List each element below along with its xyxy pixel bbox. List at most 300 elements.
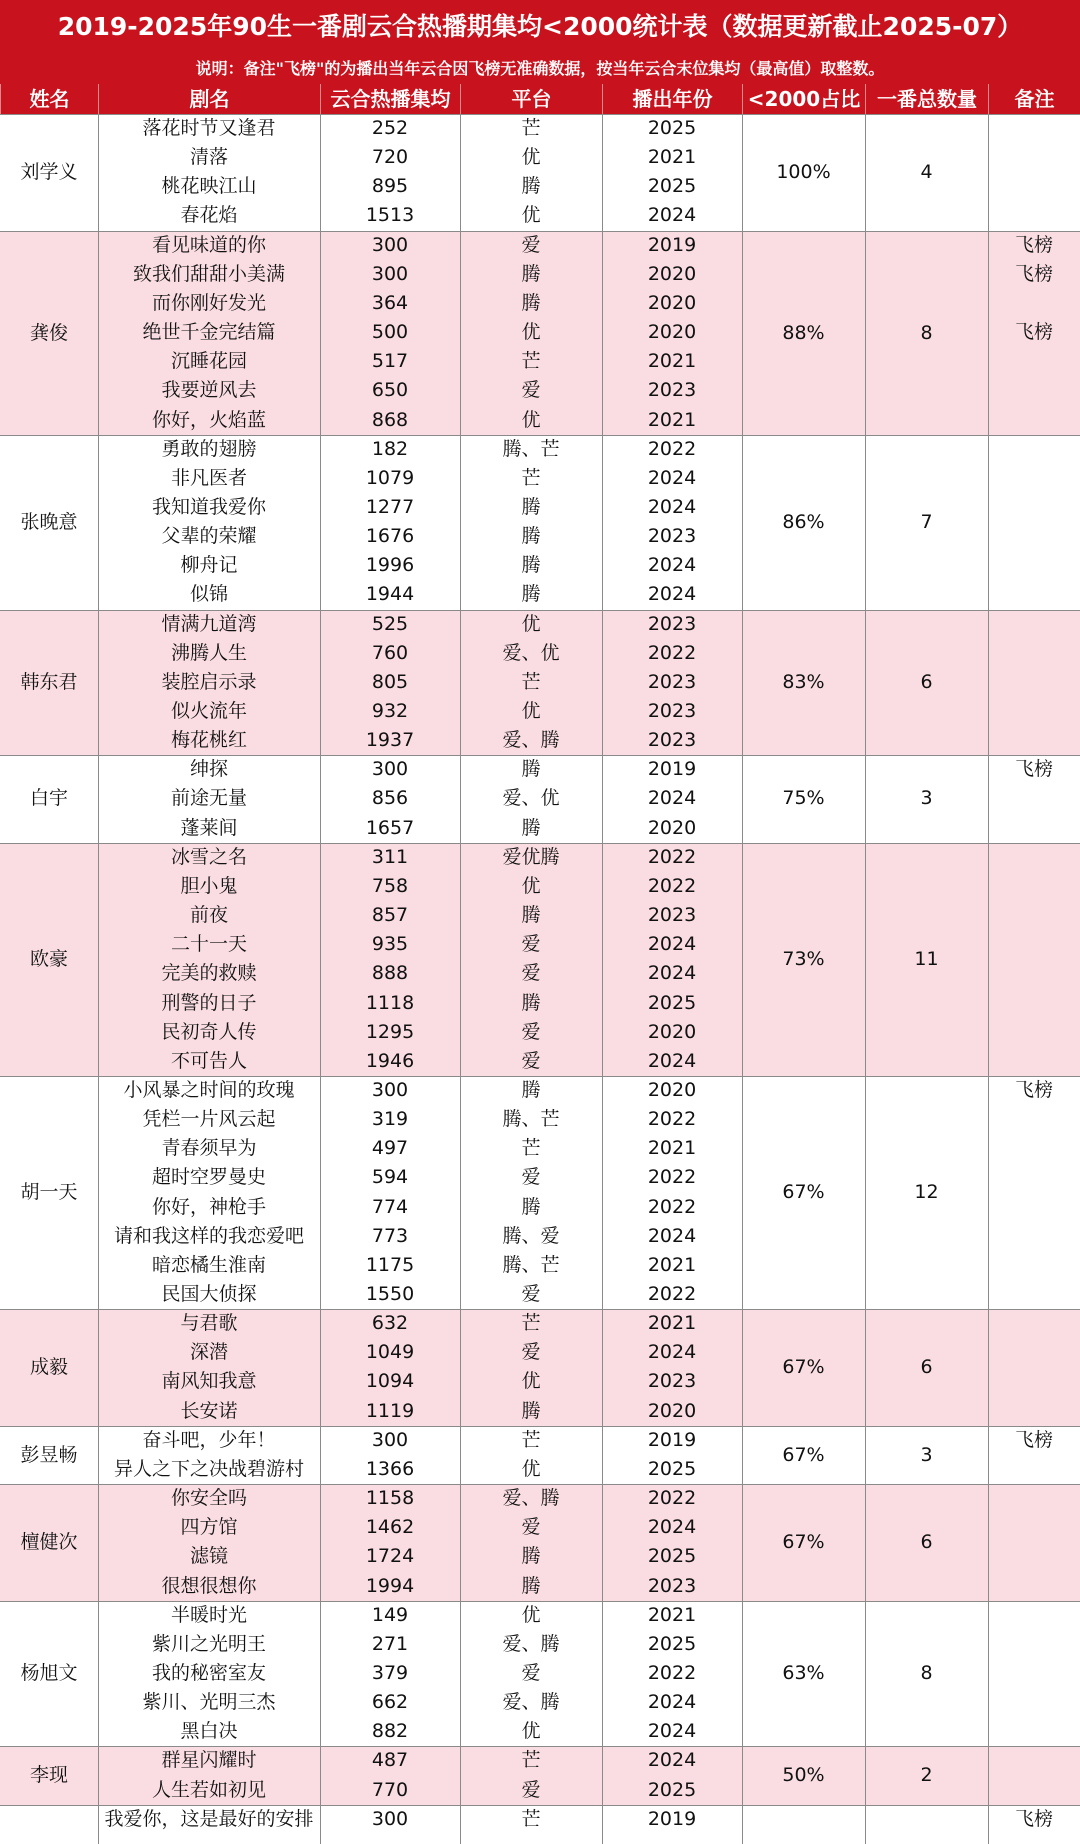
avg-value: 1049	[365, 1341, 415, 1364]
remark	[988, 1222, 1080, 1251]
platform: 爱	[521, 1661, 541, 1684]
avg-value: 1513	[365, 204, 415, 227]
avg-value: 1994	[365, 1574, 415, 1597]
air-year: 2021	[647, 1603, 697, 1626]
drama-title: 民国大侦探	[161, 1283, 257, 1305]
platform: 腾	[521, 904, 541, 927]
platform: 腾	[521, 1399, 541, 1422]
actor-name	[0, 1805, 98, 1834]
remark	[988, 1018, 1080, 1047]
avg-value: 517	[371, 350, 409, 373]
platform: 爱	[521, 933, 541, 956]
avg-value: 1175	[365, 1253, 415, 1276]
remark: 飞榜	[1014, 321, 1053, 344]
drama-title: 民初奇人传	[161, 1020, 257, 1043]
drama-title: 清落	[189, 146, 228, 169]
avg-value: 319	[371, 1108, 409, 1131]
air-year: 2025	[647, 1778, 697, 1801]
under-2000-ratio: 75%	[782, 787, 825, 810]
avg-value: 182	[371, 437, 409, 460]
air-year: 2020	[647, 321, 697, 344]
remark	[988, 697, 1080, 726]
remark	[988, 668, 1080, 697]
avg-value: 1676	[365, 525, 415, 548]
drama-title: 桃花映江山	[161, 175, 257, 198]
drama-title: 四方馆	[180, 1516, 238, 1539]
platform: 芒	[521, 1428, 541, 1451]
avg-value: 300	[371, 758, 409, 781]
drama-title: 我知道我爱你	[151, 495, 266, 518]
air-year: 2024	[647, 554, 697, 577]
avg-value: 857	[371, 904, 409, 927]
remark	[988, 959, 1080, 988]
remark	[988, 580, 1080, 609]
platform: 爱	[521, 962, 541, 985]
air-year: 2023	[647, 729, 697, 752]
remark	[988, 1251, 1080, 1280]
avg-value: 300	[371, 262, 409, 285]
platform: 芒	[521, 1137, 541, 1160]
platform: 腾	[521, 1574, 541, 1597]
remark	[988, 1309, 1080, 1338]
drama-title: 胆小鬼	[180, 874, 238, 897]
air-year: 2021	[647, 350, 697, 373]
drama-title: 装腔启示录	[161, 670, 257, 693]
lead-role-count: 6	[920, 1356, 933, 1379]
platform: 腾	[521, 554, 541, 577]
column-divider	[602, 114, 603, 1844]
drama-title: 似锦	[189, 583, 228, 606]
platform: 腾	[521, 262, 541, 285]
platform: 爱优腾	[502, 845, 560, 868]
air-year: 2024	[647, 495, 697, 518]
platform: 优	[521, 612, 541, 635]
platform: 腾	[521, 816, 541, 839]
lead-role-count: 4	[920, 161, 933, 183]
platform: 芒	[521, 670, 541, 693]
platform: 腾	[521, 291, 541, 314]
drama-title: 父辈的荣耀	[161, 525, 257, 548]
air-year: 2023	[647, 1370, 697, 1393]
avg-value: 149	[371, 1603, 409, 1626]
remark	[988, 201, 1080, 230]
under-2000-ratio: 86%	[782, 510, 825, 533]
remark	[988, 435, 1080, 464]
air-year: 2020	[647, 1399, 697, 1422]
platform: 优	[521, 321, 541, 344]
drama-title: 二十一天	[170, 933, 247, 956]
air-year: 2022	[647, 874, 697, 897]
platform: 优	[521, 146, 541, 169]
remark	[988, 522, 1080, 551]
platform: 腾	[521, 1195, 541, 1218]
drama-title: 青春须早为	[161, 1137, 257, 1160]
drama-title: 我爱你，这是最好的安排	[104, 1807, 314, 1830]
platform: 爱、腾	[502, 1691, 560, 1714]
remark	[988, 1163, 1080, 1192]
lead-role-count: 2	[920, 1764, 933, 1787]
remark	[988, 1513, 1080, 1542]
platform: 爱	[521, 1341, 541, 1364]
air-year: 2019	[647, 1428, 697, 1451]
avg-value: 770	[371, 1778, 409, 1801]
platform: 优	[521, 700, 541, 722]
air-year: 2019	[647, 1807, 697, 1830]
drama-title: 非凡医者	[170, 466, 247, 489]
remark	[988, 1455, 1080, 1484]
avg-value: 882	[371, 1720, 409, 1743]
remark	[988, 376, 1080, 405]
remark	[988, 406, 1080, 435]
avg-value: 300	[371, 1428, 409, 1451]
drama-title: 春花焰	[180, 204, 238, 227]
remark	[988, 814, 1080, 843]
drama-title: 绝世千金完结篇	[142, 321, 276, 344]
under-2000-ratio	[742, 1805, 865, 1834]
air-year: 2024	[647, 787, 697, 810]
actor-name: 欧豪	[29, 947, 68, 970]
air-year: 2022	[647, 1166, 697, 1189]
air-year: 2025	[647, 1632, 697, 1655]
air-year: 2024	[647, 933, 697, 956]
air-year: 2024	[647, 962, 697, 985]
air-year: 2024	[647, 1720, 697, 1743]
platform: 优	[521, 408, 541, 431]
drama-title: 半暖时光	[170, 1603, 247, 1626]
air-year: 2023	[647, 1574, 697, 1597]
drama-title: 情满九道湾	[161, 612, 257, 635]
actor-name: 韩东君	[20, 670, 78, 693]
platform: 腾、芒	[502, 1108, 560, 1131]
remark	[988, 1601, 1080, 1630]
avg-value: 1937	[365, 729, 415, 752]
actor-name: 白宇	[29, 787, 68, 810]
actor-name: 刘学义	[20, 161, 78, 183]
drama-title: 蓬莱间	[180, 816, 238, 839]
column-divider	[98, 114, 99, 1844]
air-year: 2024	[647, 1516, 697, 1539]
air-year: 2023	[647, 700, 697, 722]
remark	[988, 493, 1080, 522]
platform: 腾	[521, 1545, 541, 1568]
actor-name: 彭昱畅	[20, 1443, 78, 1466]
air-year: 2024	[647, 1224, 697, 1247]
remark	[988, 1105, 1080, 1134]
lead-role-count: 12	[914, 1180, 939, 1203]
platform: 腾	[521, 583, 541, 606]
air-year: 2025	[647, 1545, 697, 1568]
drama-title: 黑白决	[180, 1720, 238, 1743]
air-year: 2022	[647, 1195, 697, 1218]
remark	[988, 639, 1080, 668]
air-year: 2022	[647, 1487, 697, 1510]
platform: 爱	[521, 1516, 541, 1539]
platform: 爱	[521, 1049, 541, 1072]
header-remark: 备注	[988, 84, 1080, 114]
remark	[988, 989, 1080, 1018]
air-year: 2024	[647, 583, 697, 606]
avg-value: 1462	[365, 1516, 415, 1539]
avg-value: 497	[371, 1137, 409, 1160]
platform: 腾、芒	[502, 1253, 560, 1276]
avg-value: 1158	[365, 1487, 415, 1510]
air-year: 2019	[647, 758, 697, 781]
platform: 优	[521, 1370, 541, 1393]
column-divider	[865, 114, 866, 1844]
header-avg: 云合热播集均	[320, 84, 460, 114]
air-year: 2021	[647, 146, 697, 169]
column-divider	[742, 114, 743, 1844]
avg-value: 1550	[365, 1283, 415, 1305]
platform: 爱	[521, 1283, 541, 1305]
air-year: 2022	[647, 1283, 697, 1305]
actor-name: 胡一天	[20, 1180, 78, 1203]
air-year: 2021	[647, 408, 697, 431]
platform: 优	[521, 204, 541, 227]
platform: 腾、爱	[502, 1224, 560, 1247]
header-name: 姓名	[0, 84, 98, 114]
platform: 芒	[521, 466, 541, 489]
platform: 爱、腾	[502, 1487, 560, 1510]
platform: 腾	[521, 758, 541, 781]
avg-value: 773	[371, 1224, 409, 1247]
drama-title: 人生若如初见	[151, 1778, 266, 1801]
table-note: 说明：备注"飞榜"的为播出当年云合因飞榜无准确数据，按当年云合末位集均（最高值）取整数。	[0, 54, 1080, 84]
remark: 飞榜	[1014, 1807, 1053, 1830]
platform: 芒	[521, 1312, 541, 1335]
avg-value: 1094	[365, 1370, 415, 1393]
drama-title: 前夜	[189, 904, 228, 927]
air-year: 2021	[647, 1253, 697, 1276]
air-year: 2025	[647, 117, 697, 139]
drama-title: 致我们甜甜小美满	[132, 262, 285, 285]
air-year: 2025	[647, 1457, 697, 1480]
remark	[988, 610, 1080, 639]
actor-name: 檀健次	[20, 1531, 78, 1554]
avg-value: 1946	[365, 1049, 415, 1072]
remark	[988, 784, 1080, 813]
avg-value: 500	[371, 321, 409, 344]
avg-value: 487	[371, 1749, 409, 1772]
actor-name: 张晚意	[20, 510, 78, 533]
remark	[988, 347, 1080, 376]
platform: 优	[521, 1720, 541, 1743]
column-divider	[460, 114, 461, 1844]
avg-value: 1118	[365, 991, 415, 1014]
platform: 优	[521, 1603, 541, 1626]
drama-title: 完美的救赎	[161, 962, 257, 985]
lead-role-count: 3	[920, 787, 933, 810]
air-year: 2022	[647, 437, 697, 460]
drama-title: 深潜	[189, 1341, 228, 1364]
drama-title: 似火流年	[170, 700, 247, 722]
header-total: 一番总数量	[865, 84, 988, 114]
drama-title: 沉睡花园	[170, 350, 247, 373]
avg-value: 300	[371, 1807, 409, 1830]
platform: 芒	[521, 350, 541, 373]
drama-title: 超时空罗曼史	[151, 1166, 266, 1189]
remark	[988, 1572, 1080, 1601]
remark	[988, 1280, 1080, 1309]
platform: 爱、优	[502, 787, 560, 810]
air-year: 2021	[647, 1312, 697, 1335]
avg-value: 650	[371, 379, 409, 402]
header-pct: <2000占比	[742, 84, 865, 114]
platform: 爱	[521, 233, 541, 256]
air-year: 2022	[647, 641, 697, 664]
under-2000-ratio: 67%	[782, 1356, 825, 1379]
remark	[988, 1776, 1080, 1805]
remark: 飞榜	[1014, 1078, 1053, 1101]
under-2000-ratio: 83%	[782, 670, 825, 693]
avg-value: 1366	[365, 1457, 415, 1480]
avg-value: 300	[371, 1078, 409, 1101]
drama-title: 冰雪之名	[170, 845, 247, 868]
air-year: 2021	[647, 1137, 697, 1160]
remark	[988, 1659, 1080, 1688]
avg-value: 1295	[365, 1020, 415, 1043]
remark: 飞榜	[1014, 758, 1053, 781]
drama-title: 与君歌	[180, 1312, 238, 1335]
drama-title: 异人之下之决战碧游村	[113, 1457, 304, 1480]
drama-title: 柳舟记	[180, 554, 238, 577]
lead-role-count: 11	[914, 947, 939, 970]
platform: 芒	[521, 117, 541, 139]
drama-title: 你好，火焰蓝	[151, 408, 266, 431]
drama-title: 滤镜	[189, 1545, 228, 1568]
air-year: 2020	[647, 816, 697, 839]
drama-title: 你好，神枪手	[151, 1195, 266, 1218]
platform: 芒	[521, 1807, 541, 1830]
avg-value: 300	[371, 233, 409, 256]
table-title: 2019-2025年90生一番剧云合热播期集均<2000统计表（数据更新截止2025-07）	[0, 0, 1080, 54]
platform: 腾	[521, 175, 541, 198]
avg-value: 888	[371, 962, 409, 985]
remark	[988, 1630, 1080, 1659]
avg-value: 525	[371, 612, 409, 635]
air-year: 2024	[647, 204, 697, 227]
air-year: 2020	[647, 1020, 697, 1043]
remark: 飞榜	[1014, 1428, 1053, 1451]
air-year: 2024	[647, 1049, 697, 1072]
platform: 优	[521, 874, 541, 897]
remark	[988, 1193, 1080, 1222]
lead-role-count: 8	[920, 1661, 933, 1684]
lead-role-count: 6	[920, 1531, 933, 1554]
air-year: 2022	[647, 1108, 697, 1131]
drama-title: 群星闪耀时	[161, 1749, 257, 1772]
avg-value: 1119	[365, 1399, 415, 1422]
air-year: 2023	[647, 670, 697, 693]
air-year: 2024	[647, 1749, 697, 1772]
avg-value: 594	[371, 1166, 409, 1189]
avg-value: 1657	[365, 816, 415, 839]
drama-title: 梅花桃红	[170, 729, 247, 752]
lead-role-count: 6	[920, 670, 933, 693]
drama-title: 沸腾人生	[170, 641, 247, 664]
air-year: 2020	[647, 262, 697, 285]
avg-value: 932	[371, 700, 409, 722]
air-year: 2024	[647, 1341, 697, 1364]
drama-title: 勇敢的翅膀	[161, 437, 257, 460]
drama-title: 南风知我意	[161, 1370, 257, 1393]
avg-value: 774	[371, 1195, 409, 1218]
avg-value: 856	[371, 787, 409, 810]
lead-role-count: 3	[920, 1443, 933, 1466]
remark	[988, 1367, 1080, 1396]
avg-value: 1277	[365, 495, 415, 518]
air-year: 2025	[647, 991, 697, 1014]
platform: 腾、芒	[502, 437, 560, 460]
drama-title: 小风暴之时间的玫瑰	[123, 1078, 295, 1101]
drama-title: 刑警的日子	[161, 991, 257, 1014]
drama-title: 奋斗吧，少年！	[142, 1428, 276, 1451]
column-divider	[320, 114, 321, 1844]
remark	[988, 1134, 1080, 1163]
platform: 爱	[521, 379, 541, 402]
platform: 腾	[521, 1078, 541, 1101]
avg-value: 760	[371, 641, 409, 664]
air-year: 2020	[647, 291, 697, 314]
platform: 爱	[521, 1778, 541, 1801]
avg-value: 379	[371, 1661, 409, 1684]
remark: 飞榜	[1014, 233, 1053, 256]
remark	[988, 114, 1080, 143]
lead-role-count	[865, 1805, 988, 1834]
actor-name: 李现	[29, 1764, 68, 1787]
platform: 腾	[521, 525, 541, 548]
avg-value: 311	[371, 845, 409, 868]
remark	[988, 1717, 1080, 1746]
air-year: 2022	[647, 1661, 697, 1684]
avg-value: 1079	[365, 466, 415, 489]
drama-title: 前途无量	[170, 787, 247, 810]
remark	[988, 1484, 1080, 1513]
remark	[988, 1397, 1080, 1426]
platform: 腾	[521, 495, 541, 518]
header-year: 播出年份	[602, 84, 742, 114]
air-year: 2022	[647, 845, 697, 868]
remark	[988, 551, 1080, 580]
remark	[988, 464, 1080, 493]
under-2000-ratio: 67%	[782, 1180, 825, 1203]
remark	[988, 726, 1080, 755]
air-year: 2020	[647, 1078, 697, 1101]
platform: 爱、腾	[502, 729, 560, 752]
under-2000-ratio: 63%	[782, 1661, 825, 1684]
avg-value: 252	[371, 117, 409, 139]
remark	[988, 1746, 1080, 1775]
avg-value: 632	[371, 1312, 409, 1335]
avg-value: 1996	[365, 554, 415, 577]
platform: 爱	[521, 1020, 541, 1043]
lead-role-count: 7	[920, 510, 933, 533]
under-2000-ratio: 67%	[782, 1443, 825, 1466]
avg-value: 720	[371, 146, 409, 169]
remark	[988, 1047, 1080, 1076]
avg-value: 805	[371, 670, 409, 693]
drama-title: 而你刚好发光	[151, 291, 266, 314]
air-year: 2023	[647, 379, 697, 402]
avg-value: 935	[371, 933, 409, 956]
remark	[988, 1688, 1080, 1717]
remark	[988, 901, 1080, 930]
drama-title: 你安全吗	[170, 1487, 247, 1510]
avg-value: 1944	[365, 583, 415, 606]
remark	[988, 1542, 1080, 1571]
under-2000-ratio: 88%	[782, 321, 825, 344]
drama-title: 我要逆风去	[161, 379, 257, 402]
